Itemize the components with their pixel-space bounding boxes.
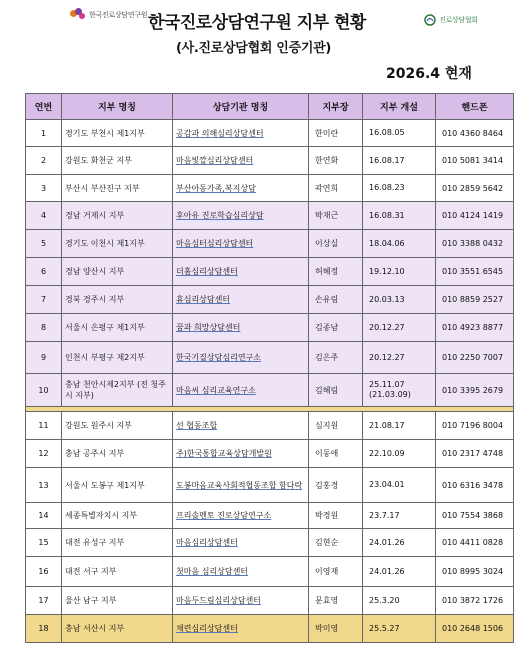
cell-no-text: 4 [40, 211, 47, 220]
cell-opened-text: 21.08.17 [369, 420, 405, 430]
cell-head [309, 587, 363, 615]
cell-org [173, 440, 309, 468]
cell-head-text: 이영재 [315, 567, 339, 576]
cell-opened-text: 23.04.01 [369, 480, 405, 489]
cell-branch-text: 경기도 부천시 제1지부 [65, 128, 145, 138]
column-header-opened: 지부 개설 [363, 94, 436, 120]
cell-branch [62, 175, 173, 202]
cell-opened-text: 20.03.13 [369, 294, 405, 304]
cell-opened-text: 16.08.17 [369, 155, 405, 165]
cell-phone-text: 010 3872 1726 [442, 596, 504, 605]
cell-org-text: 마음빛깔심리상담센터 [176, 156, 254, 165]
cell-head-text: 김은주 [315, 353, 339, 362]
cell-no-text: 11 [38, 421, 49, 430]
cell-opened [363, 503, 436, 529]
cell-phone-text: 010 3395 2679 [442, 385, 504, 395]
cell-branch [62, 557, 173, 587]
cell-opened-text: 20.12.27 [369, 352, 405, 362]
cell-phone [436, 175, 514, 202]
cell-opened-text: 24.01.26 [369, 537, 405, 547]
cell-org [173, 120, 309, 147]
cell-org-text: 주)한국통합교육상담개발원 [176, 449, 272, 458]
cell-phone [436, 615, 514, 643]
cell-phone [436, 230, 514, 258]
cell-org-text: 공감과 의해심리상담센터 [176, 128, 264, 138]
table-row [26, 258, 514, 286]
cell-org-text: 마음심터심리상담센터 [176, 239, 254, 248]
column-header-branch: 지부 명칭 [62, 94, 173, 120]
table-row [26, 342, 514, 374]
cell-no [26, 202, 62, 230]
cell-head [309, 468, 363, 503]
cell-head-text: 김종남 [315, 323, 339, 332]
cell-org-text: 마음심리상담센터 [176, 538, 238, 547]
cell-head [309, 557, 363, 587]
cell-org-text: 부산아동가족,복지상담 [176, 183, 256, 193]
cell-opened-text: 22.10.09 [369, 448, 405, 458]
cell-branch [62, 314, 173, 342]
cell-head [309, 503, 363, 529]
cell-branch-text: 경북 경주시 지부 [65, 295, 125, 304]
cell-branch [62, 147, 173, 175]
cell-branch [62, 258, 173, 286]
cell-no [26, 175, 62, 202]
cell-phone-text: 010 4411 0828 [442, 538, 504, 547]
page-subtitle: (사.진로상담협회 인증기관) [176, 41, 331, 56]
as-of-date: 2026.4 현재 [386, 66, 472, 82]
cell-opened [363, 147, 436, 175]
cell-branch [62, 503, 173, 529]
cell-no-text: 8 [40, 323, 47, 332]
table-row [26, 412, 514, 440]
cell-no [26, 374, 62, 407]
cell-org [173, 615, 309, 643]
cell-org-text: 선 협동조합 [176, 421, 218, 430]
cell-phone [436, 412, 514, 440]
table-row [26, 587, 514, 615]
cell-org [173, 202, 309, 230]
cell-opened [363, 440, 436, 468]
cell-no-text: 7 [40, 295, 47, 304]
table-row [26, 175, 514, 202]
cell-opened [363, 202, 436, 230]
cell-head-text: 허혜정 [315, 267, 339, 276]
association-logo-icon [424, 14, 436, 26]
cell-branch-text: 인천시 부평구 제2지부 [65, 353, 145, 362]
cell-org [173, 503, 309, 529]
cell-branch [62, 529, 173, 557]
cell-head-text: 이상실 [315, 239, 339, 248]
cell-branch-text: 충남 천안시제2지부 (전 청주시 지부) [65, 380, 166, 400]
table-body [26, 120, 514, 643]
logo-left [70, 8, 147, 22]
cell-no [26, 468, 62, 503]
column-header-org: 상담기관 명칭 [173, 94, 309, 120]
cell-head [309, 230, 363, 258]
cell-head-text: 박미영 [315, 624, 339, 633]
table-row [26, 503, 514, 529]
cell-opened [363, 468, 436, 503]
cell-opened-text: 16.08.05 [369, 128, 405, 137]
cell-opened-text: 16.08.23 [369, 183, 405, 192]
cell-head [309, 440, 363, 468]
cell-phone [436, 374, 514, 407]
cell-phone-text: 010 4360 8464 [442, 128, 504, 138]
cell-no [26, 557, 62, 587]
table-row [26, 286, 514, 314]
cell-head-text: 이동애 [315, 449, 339, 458]
cell-phone-text: 010 3388 0432 [442, 239, 504, 248]
cell-head-text: 김혜림 [315, 385, 339, 395]
cell-branch-text: 대전 서구 지부 [65, 567, 117, 576]
cell-org-text: 프리솔멘토 진로상담연구소 [176, 511, 272, 520]
header [0, 0, 528, 62]
cell-phone [436, 529, 514, 557]
cell-no-text: 13 [38, 480, 49, 490]
cell-phone [436, 258, 514, 286]
cell-phone-text: 010 7196 8004 [442, 421, 504, 430]
cell-no-text: 9 [40, 353, 47, 362]
cell-no [26, 615, 62, 643]
cell-phone [436, 557, 514, 587]
cell-opened-text: 20.12.27 [369, 322, 405, 332]
cell-org-text: 후아유 진로학습심리상담 [176, 211, 264, 220]
cell-no [26, 503, 62, 529]
cell-phone-text: 010 6316 3478 [442, 480, 504, 490]
cell-branch-text: 대전 유성구 지부 [65, 538, 125, 547]
cell-opened [363, 374, 436, 407]
cell-opened-text: 25.11.07 (21.03.09) [369, 380, 411, 399]
table-row [26, 557, 514, 587]
cell-branch-text: 경남 거제시 지부 [65, 211, 125, 220]
logo-right-text: 진로상담협회 [439, 16, 478, 24]
cell-no [26, 587, 62, 615]
cell-head [309, 529, 363, 557]
cell-head-text: 심지원 [315, 421, 339, 430]
cell-no-text: 10 [38, 385, 49, 395]
cell-head [309, 258, 363, 286]
logo-right [424, 14, 478, 26]
cell-no-text: 14 [38, 511, 49, 520]
cell-head [309, 615, 363, 643]
cell-org-text: 한국기질상담심리연구소 [176, 353, 262, 362]
cell-branch [62, 202, 173, 230]
cell-org-text: 마음두드림심리상담센터 [176, 596, 262, 605]
cell-head-text: 김홍경 [315, 480, 339, 490]
table-row [26, 374, 514, 407]
cell-phone-text: 010 8859 2527 [442, 295, 504, 304]
cell-head-text: 한연화 [315, 156, 339, 165]
cell-head [309, 342, 363, 374]
cell-head [309, 202, 363, 230]
cell-org [173, 468, 309, 503]
table-row [26, 230, 514, 258]
logo-mark-icon [70, 8, 86, 22]
cell-no [26, 147, 62, 175]
cell-head [309, 286, 363, 314]
table-row [26, 120, 514, 147]
cell-org-text: 꿈과 희망상담센터 [176, 323, 241, 332]
cell-phone [436, 314, 514, 342]
cell-no [26, 314, 62, 342]
cell-phone-text: 010 8995 3024 [442, 567, 504, 576]
cell-branch-text: 부산시 부산진구 지부 [65, 183, 140, 193]
cell-opened [363, 230, 436, 258]
cell-org [173, 147, 309, 175]
cell-no [26, 258, 62, 286]
cell-opened [363, 615, 436, 643]
table-row [26, 147, 514, 175]
cell-head-text: 손유림 [315, 295, 339, 304]
logo-left-text: 한국진로상담연구원 [89, 11, 148, 19]
cell-branch-text: 울산 남구 지부 [65, 596, 117, 605]
cell-head-text: 박재근 [315, 211, 339, 220]
cell-phone [436, 468, 514, 503]
cell-phone [436, 440, 514, 468]
cell-org [173, 314, 309, 342]
cell-phone-text: 010 4124 1419 [442, 211, 504, 220]
cell-phone [436, 286, 514, 314]
cell-head-text: 한미란 [315, 128, 339, 138]
cell-no [26, 412, 62, 440]
cell-phone [436, 342, 514, 374]
cell-branch [62, 374, 173, 407]
table-row [26, 468, 514, 503]
cell-no-text: 16 [38, 567, 49, 576]
cell-phone [436, 202, 514, 230]
cell-head [309, 120, 363, 147]
cell-no [26, 529, 62, 557]
cell-no [26, 440, 62, 468]
cell-head [309, 147, 363, 175]
cell-no-text: 6 [40, 267, 47, 276]
cell-head [309, 314, 363, 342]
cell-org-text: 도봉마음교육사회적협동조합 함다락 [176, 480, 303, 490]
cell-org [173, 412, 309, 440]
cell-phone-text: 010 2250 7007 [442, 353, 504, 362]
cell-opened [363, 120, 436, 147]
cell-opened [363, 412, 436, 440]
cell-head-text: 곽연희 [315, 183, 339, 193]
cell-org-text: 더홈심리상담센터 [176, 267, 238, 276]
cell-opened [363, 529, 436, 557]
cell-head [309, 412, 363, 440]
table-header-row [26, 94, 514, 120]
table-row [26, 202, 514, 230]
cell-branch-text: 경기도 이천시 제1지부 [65, 239, 145, 248]
cell-no-text: 15 [38, 538, 49, 547]
cell-no [26, 286, 62, 314]
cell-branch [62, 468, 173, 503]
cell-phone-text: 010 4923 8877 [442, 323, 504, 332]
cell-no-text: 5 [40, 239, 47, 248]
cell-branch [62, 440, 173, 468]
cell-head [309, 175, 363, 202]
cell-opened-text: 25.3.20 [369, 595, 400, 605]
cell-org [173, 286, 309, 314]
cell-org [173, 374, 309, 407]
cell-no [26, 342, 62, 374]
cell-opened [363, 258, 436, 286]
cell-phone-text: 010 2317 4748 [442, 449, 504, 458]
cell-head-text: 김현순 [315, 538, 339, 547]
cell-branch [62, 587, 173, 615]
page-title: 한국진로상담연구원 지부 현황 [148, 13, 366, 33]
cell-org [173, 258, 309, 286]
cell-no-text: 2 [40, 156, 47, 165]
cell-opened [363, 314, 436, 342]
cell-branch [62, 120, 173, 147]
cell-no-text: 17 [38, 596, 49, 605]
cell-phone-text: 010 5081 3414 [442, 156, 504, 165]
cell-phone-text: 010 2859 5642 [442, 183, 504, 193]
table-row [26, 529, 514, 557]
cell-org [173, 342, 309, 374]
cell-branch [62, 412, 173, 440]
cell-phone-text: 010 2648 1506 [442, 624, 504, 633]
cell-branch-text: 충남 서산시 지부 [65, 624, 125, 633]
column-header-phone: 핸드폰 [436, 94, 514, 120]
cell-org-text: 첫마음 심리상담센터 [176, 567, 249, 576]
cell-head-text: 문효영 [315, 596, 339, 605]
cell-org-text: 마음씨 심리교육연구소 [176, 385, 256, 395]
cell-branch-text: 서울시 도봉구 제1지부 [65, 480, 145, 490]
branch-table [25, 93, 514, 643]
cell-org [173, 529, 309, 557]
cell-opened [363, 286, 436, 314]
cell-phone [436, 120, 514, 147]
cell-head [309, 374, 363, 407]
cell-branch [62, 230, 173, 258]
cell-org [173, 175, 309, 202]
cell-branch-text: 강원도 원주시 지부 [65, 421, 132, 430]
cell-branch-text: 세종특별자치시 지부 [65, 511, 138, 520]
cell-no-text: 18 [38, 624, 49, 633]
cell-phone [436, 147, 514, 175]
cell-phone [436, 503, 514, 529]
column-header-head: 지부장 [309, 94, 363, 120]
cell-phone-text: 010 7554 3868 [442, 511, 504, 520]
cell-org-text: 채련심리상담센터 [176, 624, 238, 633]
cell-branch-text: 강원도 화천군 지부 [65, 156, 132, 165]
cell-org [173, 557, 309, 587]
cell-branch-text: 서울시 은평구 제1지부 [65, 323, 145, 332]
cell-branch-text: 경남 양산시 지부 [65, 267, 125, 276]
cell-phone [436, 587, 514, 615]
cell-no [26, 230, 62, 258]
cell-org [173, 230, 309, 258]
cell-org [173, 587, 309, 615]
cell-head-text: 박경원 [315, 511, 339, 520]
cell-branch-text: 충남 공주시 지부 [65, 449, 125, 458]
cell-no-text: 1 [40, 128, 47, 138]
cell-opened [363, 587, 436, 615]
cell-opened [363, 175, 436, 202]
cell-branch [62, 342, 173, 374]
table-row [26, 440, 514, 468]
cell-opened-text: 24.01.26 [369, 566, 405, 576]
cell-phone-text: 010 3551 6545 [442, 267, 504, 276]
cell-opened [363, 342, 436, 374]
cell-no-text: 3 [40, 183, 47, 193]
table-row [26, 615, 514, 643]
cell-branch [62, 286, 173, 314]
cell-opened [363, 557, 436, 587]
cell-opened-text: 19.12.10 [369, 266, 405, 276]
cell-no [26, 120, 62, 147]
table-row [26, 314, 514, 342]
column-header-no: 연번 [26, 94, 62, 120]
cell-opened-text: 18.04.06 [369, 238, 405, 248]
cell-opened-text: 23.7.17 [369, 510, 400, 520]
cell-opened-text: 25.5.27 [369, 623, 400, 633]
cell-no-text: 12 [38, 449, 49, 458]
cell-branch [62, 615, 173, 643]
cell-org-text: 휴심리상담센터 [176, 295, 231, 304]
cell-opened-text: 16.08.31 [369, 210, 405, 220]
